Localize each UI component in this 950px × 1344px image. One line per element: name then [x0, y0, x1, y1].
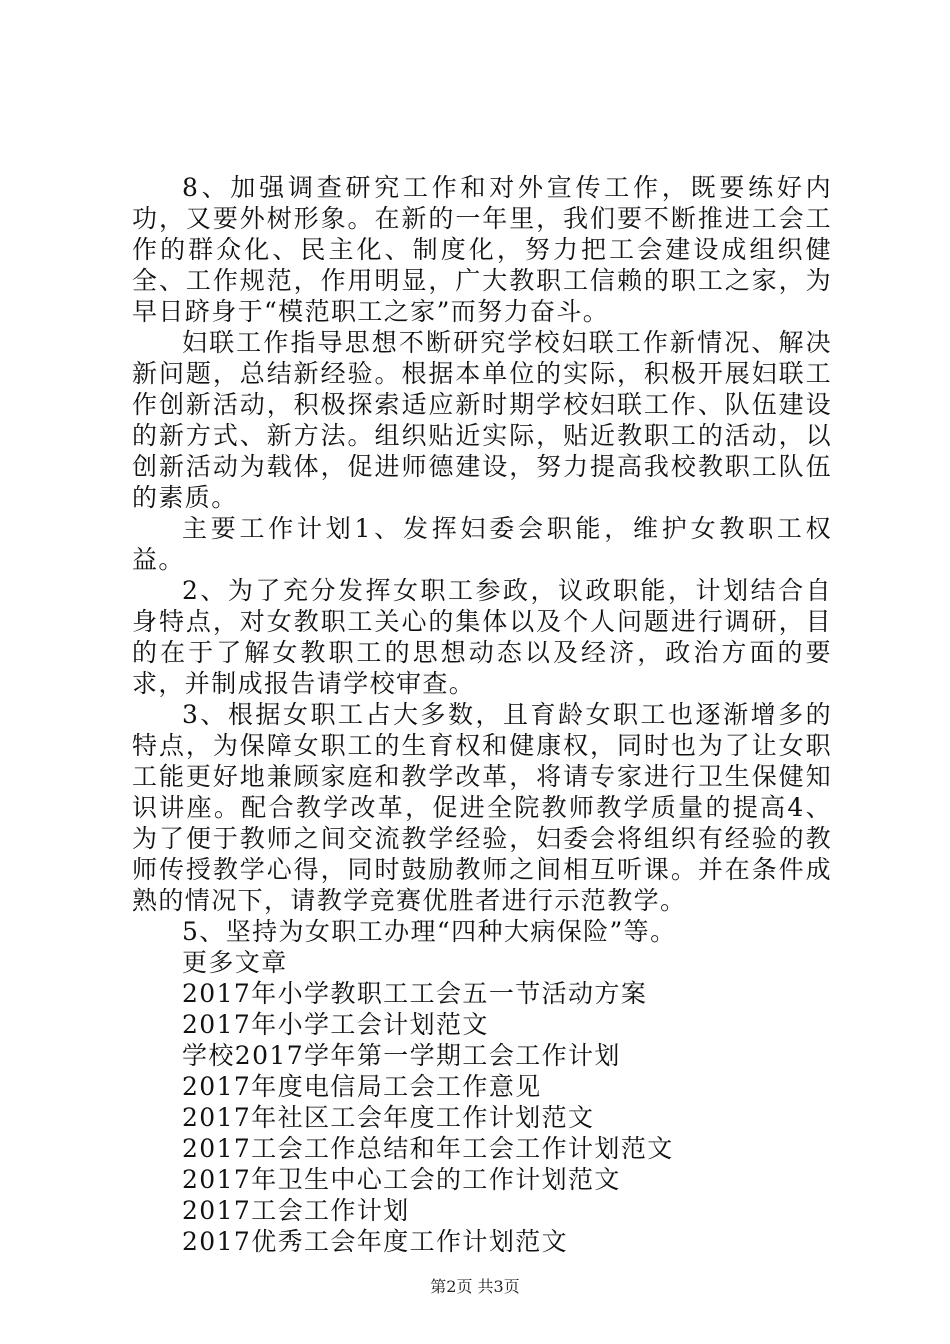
- article-link[interactable]: 学校2017学年第一学期工会工作计划: [182, 1041, 621, 1070]
- paragraph-main-plan-1: 主要工作计划1、发挥妇委会职能，维护女教职工权益。: [132, 514, 832, 574]
- paragraph-plan-3-4: 3、根据女职工占大多数，且育龄女职工也逐渐增多的特点，为保障女职工的生育权和健康权，同时也为了让女职工能更好地兼顾家庭和教学改革，将请专家进行卫生保健知识讲座。配合教学改革，促进全院教师教学质量的提高4、为了便于教师之间交流教学经验，妇委会将组织有经验的教师传授教学心得，同时鼓励教师之间相互听课。并在条件成熟的情况下，请教学竞赛优胜者进行示范教学。: [132, 700, 832, 915]
- article-link[interactable]: 2017工会工作计划: [182, 1196, 410, 1225]
- article-link[interactable]: 2017优秀工会年度工作计划范文: [182, 1227, 569, 1256]
- paragraph-plan-5: 5、坚持为女职工办理“四种大病保险”等。: [182, 917, 677, 946]
- article-link[interactable]: 2017年卫生中心工会的工作计划范文: [182, 1165, 621, 1194]
- article-link[interactable]: 2017工会工作总结和年工会工作计划范文: [182, 1134, 674, 1163]
- document-body: [132, 172, 832, 1257]
- article-link[interactable]: 2017年度电信局工会工作意见: [182, 1072, 542, 1101]
- paragraph-plan-2: 2、为了充分发挥女职工参政，议政职能，计划结合自身特点，对女教职工关心的集体以及个人问题进行调研，目的在于了解女教职工的思想动态以及经济，政治方面的要求，并制成报告请学校审查。: [132, 576, 832, 698]
- paragraph-union-publicity: 8、加强调查研究工作和对外宣传工作，既要练好内功，又要外树形象。在新的一年里，我们要不断推进工会工作的群众化、民主化、制度化，努力把工会建设成组织健全、工作规范，作用明显，广大教职工信赖的职工之家，为早日跻身于“模范职工之家”而努力奋斗。: [132, 173, 832, 326]
- page-footer: 第2页 共3页: [430, 1277, 520, 1296]
- article-link[interactable]: 2017年社区工会年度工作计划范文: [182, 1103, 595, 1132]
- paragraph-women-federation-guideline: 妇联工作指导思想不断研究学校妇联工作新情况、解决新问题，总结新经验。根据本单位的实际，积极开展妇联工作创新活动，积极探索适应新时期学校妇联工作、队伍建设的新方式、新方法。组织贴近实际，贴近教职工的活动，以创新活动为载体，促进师德建设，努力提高我校教职工队伍的素质。: [132, 328, 832, 512]
- more-articles-heading: 更多文章: [182, 948, 288, 977]
- article-link[interactable]: 2017年小学教职工工会五一节活动方案: [182, 979, 648, 1008]
- article-link[interactable]: 2017年小学工会计划范文: [182, 1010, 489, 1039]
- more-articles-list: [132, 978, 832, 1257]
